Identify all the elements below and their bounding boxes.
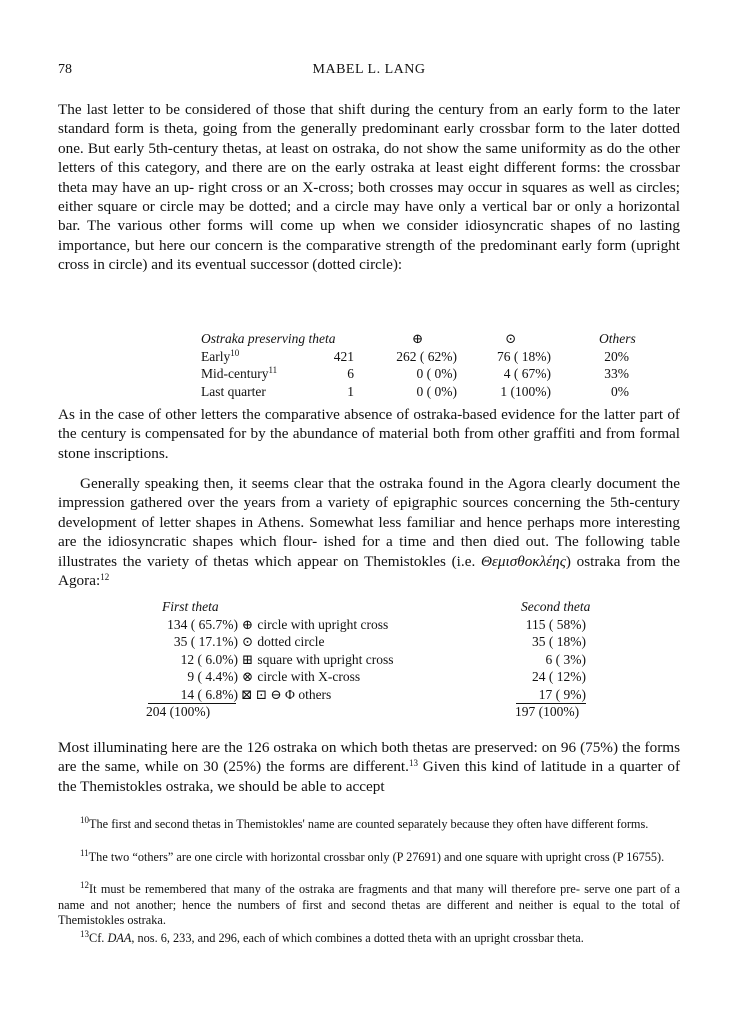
table-row [201,365,629,383]
row-dot: 76 ( 18%) [497,348,551,364]
paragraph-4-end: Given this kind of latitude in a quarter of the Themistokles ostraka, we should be able to accept [58,758,680,795]
footnote-12 [58,882,680,929]
paragraph-3-text: Generally speaking then, it seems clear that the ostraka found in the Agora clearly document the impression gathered over the years from a variety of epigraphic sources concerning the 5th-century development of letter shapes in Athens. Somewhat less familiar and hence perhaps more interesting are the idiosyncratic shapes which flour- ished for a time and then died out. The following table illustrates the variety of thetas which appear on Themistokles (i.e. [58,475,680,570]
circle-cross-icon: ⊕ [241,616,254,632]
theta-strength-table [201,330,636,400]
row-dot: 4 ( 67%) [503,366,551,381]
themistokles-theta-table [58,598,680,721]
circle-x-cross-icon: ⊗ [241,669,254,684]
row-dot: 1 (100%) [500,383,551,399]
header-cross-icon: ⊕ [412,331,424,346]
row-total: 421 [333,348,354,364]
row-cross: 262 ( 62%) [396,348,457,364]
paragraph-3-end: ) ostraka from the Agora: [58,552,680,590]
paragraph-4 [58,738,680,796]
table-row [201,347,629,366]
page-header [58,62,680,82]
header-others: Others [599,331,636,346]
total-row [58,703,680,721]
paragraph-1: The last letter to be considered of those that shift during the century from an early form to the later standard form is theta, going from the generally predominant early crossbar form to the later dotted one. But early 5th-century thetas, at least on ostraka, do not show the same uniformity as do the other letters of this category, and there are on the early ostraka at least eight different forms: the crossbar theta may have an up- right cross or an X-cross; both crosses may occur in squares as well as circles; either square or circle may be dotted; and a circle may have only a vertical bar or only a horizontal bar. The various other forms will come up when we consider idiosyncratic shapes of no lasting importance, but here our concern is the comparative strength of the predominant early form (upright cross in circle) and its eventual successor (dotted circle): [58,101,680,274]
paragraph-3 [58,474,680,590]
row-label: Early [201,348,231,364]
footnote-ref: 12 [100,572,110,583]
table-row [58,616,680,634]
footnote-text-end: , nos. 6, 233, and 296, each of which combines a dotted theta with an upright crossbar theta. [131,931,584,945]
footnote-ref: 10 [230,347,240,358]
row-others: 0% [611,383,629,399]
footnote-10 [58,817,680,833]
form-description: square with upright cross [257,651,394,667]
footnote-text: The two “others” are one circle with horizontal crossbar only (P 27691) and one square with upright cross (P 16755). [88,850,665,864]
table-row [58,651,680,669]
row-others: 33% [604,366,629,381]
first-count: 12 ( 6.0%) [180,651,238,667]
dotted-circle-icon: ⊙ [241,634,254,649]
footnote-number: 10 [80,815,89,825]
footnote-11 [58,850,680,866]
first-count: 9 ( 4.4%) [187,669,238,684]
second-count: 17 ( 9%) [538,686,586,702]
form-description: dotted circle [257,634,325,649]
form-description: circle with upright cross [257,616,389,632]
header-label: Ostraka preserving theta [201,331,336,346]
greek-name: Θεμισθοκλέης [480,552,566,570]
first-count: 35 ( 17.1%) [173,634,238,649]
footnote-text: The first and second thetas in Themistokles' name are counted separately because they often have different forms. [89,817,649,831]
row-total: 1 [347,383,354,399]
footnote-abbrev: DAA [107,931,132,945]
first-total: 204 (100%) [146,704,211,719]
footnote-13 [58,931,680,947]
second-count: 115 ( 58%) [525,616,586,632]
footnote-ref: 11 [268,365,278,375]
table-header-row [58,598,680,616]
square-cross-icon: ⊞ [241,651,254,667]
form-description: others [298,686,332,702]
row-label: Mid-century [201,366,269,381]
table-header-row [201,330,636,348]
footnote-text: It must be remembered that many of the ostraka are fragments and that many will therefore pre- serve one part of a name and not another; hence the numbers of first and second thetas are different and neither is equal to the total of Themistokles ostraka. [58,882,680,928]
row-others: 20% [604,348,629,364]
table-row [58,686,680,704]
table-row [201,383,629,401]
footnote-number: 13 [80,929,89,939]
first-theta-header: First theta [162,599,219,614]
footnote-number: 11 [80,848,89,858]
second-theta-header: Second theta [521,599,591,614]
form-description: circle with X-cross [257,669,361,684]
footnote-number: 12 [80,880,89,890]
running-head: MABEL L. LANG [312,62,426,77]
second-count: 35 ( 18%) [532,634,586,649]
table-row [58,633,680,651]
row-cross: 0 ( 0%) [416,383,457,399]
row-label: Last quarter [201,383,266,399]
paragraph-2: As in the case of other letters the comparative absence of ostraka-based evidence for the latter part of the century is compensated for by the abundance of material both from other graffiti and from formal stone inscriptions. [58,406,680,462]
table-row [58,668,680,686]
first-count: 14 ( 6.8%) [180,686,238,702]
row-cross: 0 ( 0%) [416,366,457,381]
paragraph-4-text: Most illuminating here are the 126 ostraka on which both thetas are preserved: on 96 (75%) the forms are the same, while on 30 (25%) the forms are different. [58,739,680,776]
second-count: 6 ( 3%) [545,651,586,667]
first-count: 134 ( 65.7%) [167,616,238,632]
second-total: 197 (100%) [515,704,580,719]
page-number: 78 [58,62,72,77]
other-forms-icons: ⊠ ⊡ ⊖ Φ [241,686,295,702]
row-total: 6 [347,366,354,381]
footnote-text: Cf. [89,931,108,945]
second-count: 24 ( 12%) [532,669,586,684]
footnote-ref: 13 [408,758,418,769]
header-dot-icon: ⊙ [505,331,517,346]
